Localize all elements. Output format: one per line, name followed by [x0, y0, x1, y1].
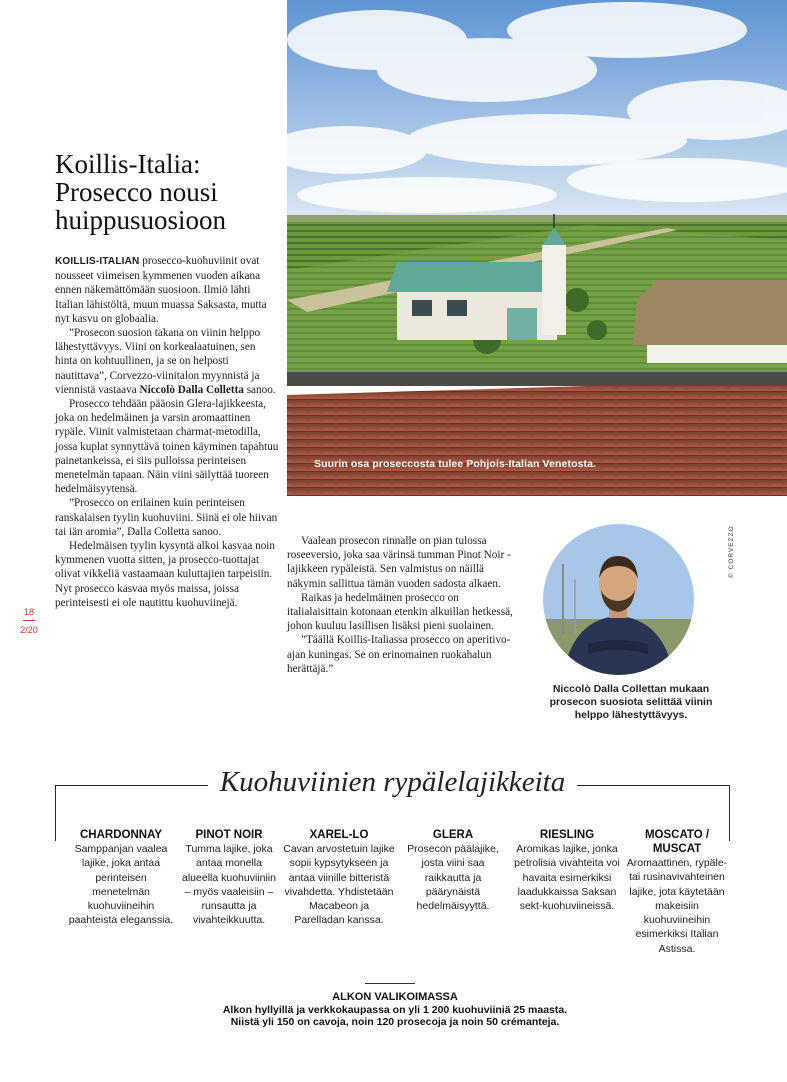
grape-description: Aromikas lajike, jonka petrolisia vivahteita voi havaita esimerkiksi laadukkaissa Saksan sekt-kuohuviineissä. — [514, 843, 620, 913]
grape-riesling — [510, 828, 624, 913]
paragraph: Raikas ja hedelmäinen prosecco on italialaisittain kotonaan etenkin alkuillan hetkessä, johon kuuluu lasillisen lisäksi pieni suolainen. — [287, 591, 513, 633]
grape-description: Tumma lajike, joka antaa monella alueella kuohuviiniin – myös vaaleisiin – runsautta ja vivahteikkuutta. — [182, 843, 276, 927]
grape-description: Cavan arvostetuin lajike sopii kypsytykseen ja antaa viinille bitteristä vivahdetta. Yhdistetään Macabeon ja Parelladan kanssa. — [283, 843, 395, 927]
article-headline: Koillis-Italia: Prosecco nousi huippusuosioon — [55, 149, 227, 235]
article-column-middle — [287, 534, 519, 676]
grape-xarel-lo — [283, 828, 395, 928]
paragraph: KOILLIS-ITALIAN prosecco-kuohuviinit ovat nousseet viimeisen kymmenen vuoden aikana ennen näkemättömään suosioon. Ilmiö lähti Italian lähistöltä, muun muassa Saksasta, mutta nyt kasvu on globaalia. — [55, 255, 267, 325]
portrait-photo — [543, 524, 694, 675]
grape-moscato — [624, 828, 730, 956]
footer-line: Niistä yli 150 on cavoja, noin 120 prosecoja ja noin 50 crémanteja. — [230, 1016, 560, 1028]
vineyard-illustration — [287, 0, 787, 496]
grape-name: CHARDONNAY — [80, 829, 162, 841]
lead-caps: KOILLIS-ITALIAN — [55, 256, 140, 267]
page-number-value: 18 — [23, 607, 34, 617]
page-number — [17, 606, 41, 636]
grape-name: RIESLING — [539, 829, 595, 841]
grape-description: Prosecon päälajike, josta viini saa raikkautta ja päärynäistä hedelmäisyyttä. — [407, 843, 499, 913]
hero-photo — [287, 0, 787, 496]
paragraph: Prosecco tehdään pääosin Glera-lajikkeesta, joka on hedelmäinen ja varsin aromaattinen rypäle. Viinit valmistetaan charmat-metodilla, jossa kuplat synnyttävä toinen käyminen tapahtuu painetankeissa, ei siis pulloissa perinteisen menetelmän tapaan. Näin viini säilyttää tuoreen hedelmäisyytensä. — [55, 398, 279, 496]
portrait-illustration — [543, 524, 694, 675]
paragraph: Vaalean prosecon rinnalle on pian tulossa roseeversio, joka saa värinsä tumman Pinot Noir -lajikkeen rypäleistä. Sen valmistus on näillä näkymin sallittua tämän vuoden sadosta alkaen. — [287, 535, 511, 590]
grapes-section-title: Kuohuviinien rypälelajikkeita — [55, 766, 730, 799]
article-column-left — [55, 254, 280, 610]
paragraph: ”Prosecon suosion takana on viinin helppo lähestyttävyys. Viini on korkealaatuinen, sen hinta on kohtuullinen, ja se on helposti nautittava”, Corvezzo-viinitalon myynnistä ja viennistä vastaava Niccolò Dalla Colletta sanoo. — [55, 327, 276, 396]
footer-title: ALKON VALIKOIMASSA — [332, 991, 458, 1003]
footer-box — [55, 991, 735, 1029]
portrait-caption: Niccolò Dalla Collettan mukaan prosecon suosiota selittää viinin helppo lähestyttävyys. — [549, 683, 713, 721]
grape-description: Samppanjan vaalea lajike, joka antaa perinteisen menetelmän kuohuviineihin paahteista eleganssia. — [68, 843, 174, 927]
footer-line: Alkon hyllyillä ja verkkokaupassa on yli 1 200 kuohuviiniä 25 maasta. — [222, 1003, 568, 1016]
person-name: Niccolò Dalla Colletta — [139, 383, 244, 396]
photo-credit: © CORVEZZO — [728, 525, 735, 578]
grape-name: MOSCATO / MUSCAT — [644, 829, 710, 855]
grape-name: PINOT NOIR — [195, 829, 263, 841]
grape-name: GLERA — [432, 829, 474, 841]
paragraph: ”Täällä Koillis-Italiassa prosecco on aperitivo-ajan kuningas. Se on erinomainen ruokahalun herättäjä.” — [287, 634, 511, 675]
grape-description: Aromaattinen, rypäle- tai rusinavivahteinen lajike, jota käytetään makeisiin kuohuviineihin esimerkiksi Italian Astissa. — [626, 857, 728, 955]
footer-divider — [365, 983, 415, 984]
grape-pinot-noir — [180, 828, 278, 928]
hero-caption: Suurin osa proseccosta tulee Pohjois-Italian Venetosta. — [314, 458, 597, 470]
grape-chardonnay — [68, 828, 174, 928]
grape-glera — [400, 828, 506, 913]
paragraph: ”Prosecco on erilainen kuin perinteisen ranskalaisen tyylin kuohuviini. Siinä ei ole hiivan tai iän aromia”, Dalla Colletta sanoo. — [55, 497, 278, 538]
issue-number: 2/20 — [20, 625, 38, 635]
grape-name: XAREL-LO — [309, 829, 369, 841]
page-number-rule — [23, 620, 35, 621]
paragraph: Hedelmäisen tyylin kysyntä alkoi kasvaa noin kymmenen vuotta sitten, ja prosecco-tuottajat olivat vikkeliä vastaamaan kuluttajien tarpeisiin. Nyt prosecco kasvaa myös maissa, joissa perinteisesti ei ole nautittu kuohuviinejä. — [55, 540, 275, 609]
